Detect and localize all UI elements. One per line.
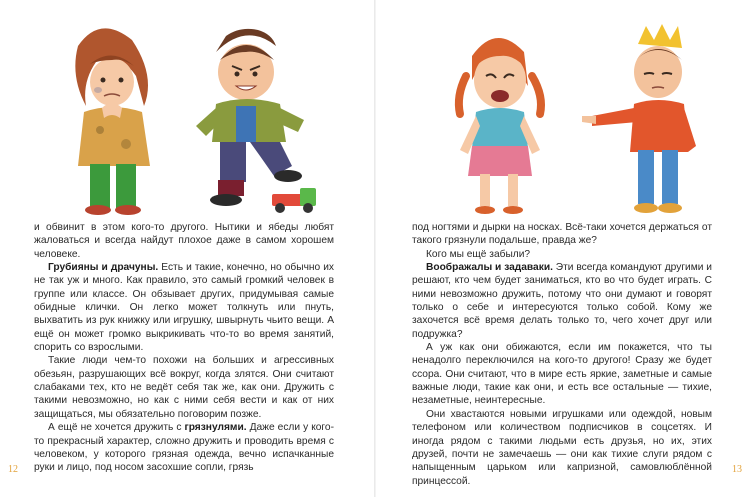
- section-heading: грязнулями.: [184, 422, 247, 434]
- page-number: 13: [732, 464, 742, 475]
- paragraph-messy-kids: А ещё не хочется дружить с грязнулями. Даже если у кого-то прекрасный характер, сложно дружить и проводить время с человеком, у которого грязная одежда, вечно испачканные руки и лицо, под носом засохшие сопли, грязь: [34, 422, 334, 474]
- toy-truck-illustration: [272, 188, 316, 213]
- paragraph: А уж как они обижаются, если им покажется, что ты ненадолго переключился на кого-то другого! Сразу же будет ссора. Они считают, что в мире есть яркие, заметные и самые важные люди, такие как они, и есть все остальные — тихие, незаметные, неинтересные.: [412, 342, 712, 407]
- right-page-text: [412, 221, 712, 488]
- crying-messy-girl-illustration: [75, 28, 150, 215]
- paragraph: под ногтями и дырки на носках. Всё-таки хочется держаться от такого грязнули подальше, правда же?: [412, 222, 712, 247]
- paragraph: Такие люди чем-то похожи на больших и агрессивных обезьян, разрушающих всё вокруг, когда злятся. Они считают слабаками тех, кто не ведёт себя так же, как они. Дружить с такими невозможно, но как с ними себя вести и как от них защищаться, мы обязательно поговорим позже.: [34, 355, 334, 420]
- crying-girl-with-braids-illustration: [459, 38, 541, 214]
- angry-stomping-boy-illustration: [196, 29, 304, 206]
- paragraph-rude-fighters: Грубияны и драчуны. Есть и такие, конечно, но обычно их не так уж и много. Как правило, это самый громкий человек в группе или классе. Он обзывает других, придумывая самые обидные клички. Он легко может толкнуть или пнуть, выхватить из рук книжку или игрушку, швырнуть чьито вещи. А ещё он может громко выкрикивать что-то во время занятий, спорить со взрослыми.: [34, 262, 334, 354]
- right-page: [376, 0, 750, 497]
- left-illustration: [60, 16, 335, 216]
- paragraph: Кого мы ещё забыли?: [426, 248, 531, 260]
- paragraph-show-offs: Воображалы и задаваки. Эти всегда командуют другими и решают, кто чем будет заниматься, кто во что будет играть. С ними невозможно дружить, потому что они думают и говорят только о себе и интересуются только собой. Кому же захочется всё время делать только то, чего хочет друг или подружка?: [412, 262, 712, 340]
- paragraph: Они хвастаются новыми игрушками или одеждой, новым телефоном или количеством подписчиков в соцсетях. И иногда рядом с такими людьми есть друзья, но их, этих друзей, почти не замечаешь — они как тихие слуги рядом с напыщенным царьком или капризной, самовлюблённой принцессой.: [412, 408, 712, 487]
- page-number: 12: [8, 464, 18, 475]
- crowned-pointing-boy-illustration: [582, 24, 696, 213]
- right-illustration: [416, 16, 716, 216]
- section-heading: Грубияны и драчуны.: [48, 262, 159, 274]
- section-heading: Воображалы и задаваки.: [426, 262, 553, 274]
- left-page: [0, 0, 374, 497]
- left-page-text: [34, 221, 334, 475]
- paragraph: и обвинит в этом кого-то другого. Нытики и ябеды любят жаловаться и всегда найдут плохое даже в самом хорошем человеке.: [34, 222, 334, 260]
